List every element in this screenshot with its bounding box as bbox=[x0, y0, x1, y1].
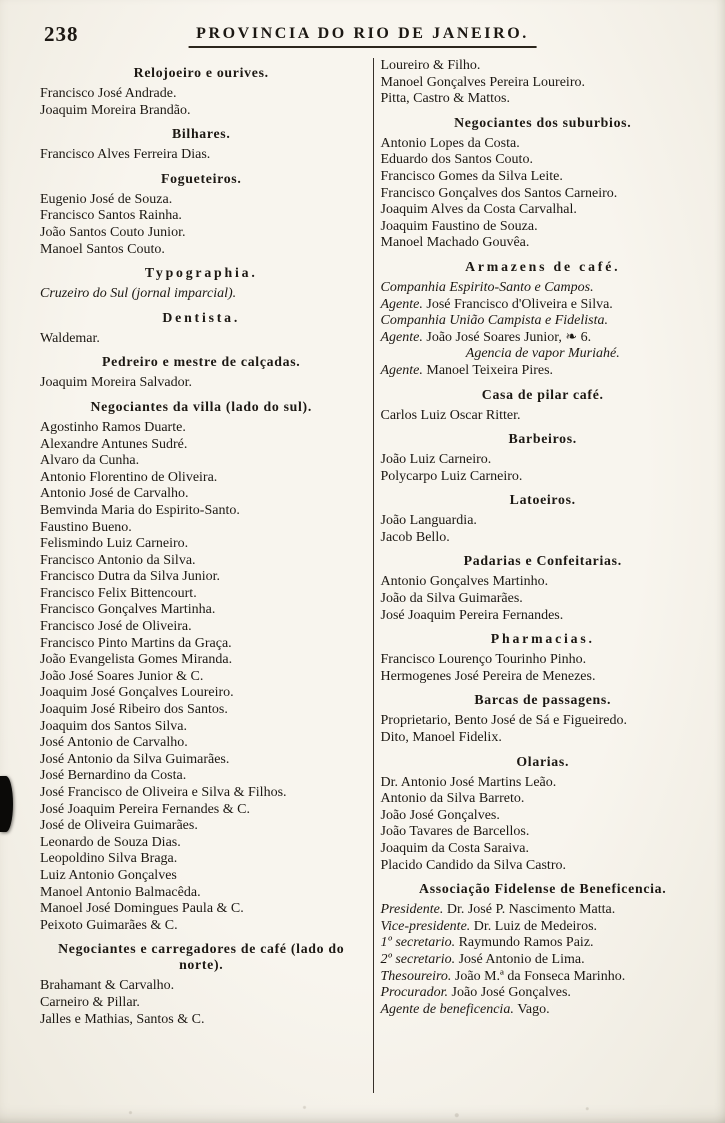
directory-entry: Felismindo Luiz Carneiro. bbox=[40, 536, 189, 552]
directory-entry: João da Silva Guimarães. bbox=[380, 591, 523, 607]
ink-smudge-artifact bbox=[0, 776, 13, 832]
directory-entry: Vice-presidente. Dr. Luiz de Medeiros. bbox=[380, 918, 598, 934]
directory-entry: José Francisco de Oliveira e Silva & Filhos. bbox=[40, 785, 287, 800]
directory-entry: Agente. João José Soares Junior, ❧ 6. bbox=[380, 329, 592, 345]
directory-entry: Francisco Gonçalves Martinha. bbox=[40, 602, 216, 618]
directory-section bbox=[40, 941, 363, 1028]
directory-entry: Jalles e Mathias, Santos & C. bbox=[40, 1011, 205, 1027]
directory-entry: Agostinho Ramos Duarte. bbox=[40, 419, 186, 435]
directory-entry: Polycarpo Luiz Carneiro. bbox=[380, 468, 523, 484]
right-column bbox=[373, 58, 706, 1093]
directory-entry: Cruzeiro do Sul (jornal imparcial). bbox=[40, 286, 237, 302]
directory-entry: João Evangelista Gomes Miranda. bbox=[40, 652, 233, 668]
directory-entry: Antonio José de Carvalho. bbox=[40, 486, 189, 502]
entry-role-label: Procurador. bbox=[380, 985, 452, 1001]
directory-entry: Hermogenes José Pereira de Menezes. bbox=[380, 668, 596, 684]
directory-entry: Manoel Santos Couto. bbox=[40, 241, 165, 257]
section-heading: Relojoeiro e ourives. bbox=[133, 65, 269, 80]
directory-entry: Francisco Felix Bittencourt. bbox=[40, 585, 197, 601]
directory-entry: Companhia União Campista e Fidelista. bbox=[380, 313, 608, 329]
directory-entry: Francisco Pinto Martins da Graça. bbox=[40, 635, 232, 651]
directory-entry: Agente. Manoel Teixeira Pires. bbox=[380, 362, 554, 378]
directory-entry: Manoel José Domingues Paula & C. bbox=[40, 901, 244, 917]
directory-section bbox=[381, 58, 706, 108]
section-heading: Typographia. bbox=[144, 265, 258, 281]
directory-entry: José Antonio de Carvalho. bbox=[40, 735, 188, 751]
entry-role-label: Agente. bbox=[380, 329, 427, 345]
directory-entry: Proprietario, Bento José de Sá e Figueiredo. bbox=[380, 713, 628, 729]
directory-entry: José Bernardino da Costa. bbox=[40, 768, 187, 784]
directory-section bbox=[40, 399, 363, 934]
directory-entry: Joaquim dos Santos Silva. bbox=[40, 718, 188, 734]
directory-entry: Dr. Antonio José Martins Leão. bbox=[380, 774, 557, 790]
directory-entry: José de Oliveira Guimarães. bbox=[40, 818, 198, 834]
directory-entry: 2º secretario. José Antonio de Lima. bbox=[380, 951, 585, 967]
directory-entry: Jacob Bello. bbox=[380, 529, 450, 545]
directory-entry: João Languardia. bbox=[380, 513, 477, 529]
directory-entry: Brahamant & Carvalho. bbox=[40, 978, 175, 994]
section-heading: Fogueteiros. bbox=[160, 170, 242, 186]
directory-entry: Joaquim Moreira Brandão. bbox=[40, 102, 191, 118]
directory-entry: Leopoldino Silva Braga. bbox=[40, 851, 178, 867]
directory-entry: Joaquim Moreira Salvador. bbox=[40, 375, 193, 391]
directory-entry: João José Gonçalves. bbox=[380, 807, 500, 823]
directory-entry: José Joaquim Pereira Fernandes & C. bbox=[40, 801, 250, 817]
directory-entry: Luiz Antonio Gonçalves bbox=[40, 867, 177, 883]
section-heading: Olarias. bbox=[516, 753, 570, 769]
directory-entry: Manoel Gonçalves Pereira Loureiro. bbox=[380, 74, 585, 90]
entry-role-label: Agente. bbox=[380, 296, 427, 312]
directory-entry: João Santos Couto Junior. bbox=[40, 224, 186, 240]
directory-entry: Antonio da Silva Barreto. bbox=[380, 791, 525, 807]
directory-entry: Eugenio José de Souza. bbox=[40, 191, 173, 207]
directory-entry: Agente. José Francisco d'Oliveira e Silva. bbox=[380, 296, 613, 312]
directory-section bbox=[40, 354, 363, 392]
directory-entry: Antonio Lopes da Costa. bbox=[380, 135, 520, 151]
page-header bbox=[0, 20, 725, 56]
directory-entry: Antonio Florentino de Oliveira. bbox=[40, 469, 218, 485]
directory-entry: Francisco José Andrade. bbox=[40, 86, 177, 101]
directory-entry: Joaquim José Gonçalves Loureiro. bbox=[40, 685, 234, 701]
section-heading: Dentista. bbox=[162, 309, 241, 325]
directory-entry: José Antonio da Silva Guimarães. bbox=[40, 751, 230, 767]
section-heading: Barbeiros. bbox=[508, 431, 577, 447]
directory-section bbox=[40, 265, 363, 303]
entry-role-label: Agente. bbox=[380, 362, 427, 378]
directory-entry: Francisco Gonçalves dos Santos Carneiro. bbox=[380, 185, 618, 201]
directory-entry: Eduardo dos Santos Couto. bbox=[380, 152, 533, 168]
directory-entry: José Joaquim Pereira Fernandes. bbox=[380, 607, 564, 623]
directory-entry: Peixoto Guimarães & C. bbox=[40, 917, 178, 933]
scan-noise-artifact bbox=[0, 1097, 725, 1123]
entry-role-label: Vice-presidente. bbox=[380, 918, 474, 934]
directory-entry: Bemvinda Maria do Espirito-Santo. bbox=[40, 502, 240, 518]
directory-entry: Thesoureiro. João M.ª da Fonseca Marinho. bbox=[380, 968, 626, 984]
two-column-body bbox=[40, 58, 705, 1093]
directory-entry: Waldemar. bbox=[40, 330, 100, 346]
directory-entry: Joaquim da Costa Saraiva. bbox=[380, 841, 530, 856]
directory-entry: Francisco Santos Rainha. bbox=[40, 208, 182, 224]
directory-entry: Joaquim Faustino de Souza. bbox=[380, 218, 538, 234]
directory-entry: Manoel Machado Gouvêa. bbox=[380, 235, 530, 251]
directory-entry: Pitta, Castro & Mattos. bbox=[380, 91, 510, 107]
directory-entry: Francisco José de Oliveira. bbox=[40, 619, 192, 635]
directory-entry: Companhia Espirito-Santo e Campos. bbox=[380, 279, 594, 295]
directory-section bbox=[381, 492, 706, 546]
directory-section bbox=[381, 259, 706, 380]
entry-role-label: Thesoureiro. bbox=[380, 968, 455, 984]
section-heading: Barcas de passagens. bbox=[474, 692, 612, 708]
directory-entry: Loureiro & Filho. bbox=[380, 58, 481, 73]
directory-section bbox=[381, 431, 706, 485]
directory-entry: Procurador. João José Gonçalves. bbox=[380, 985, 571, 1001]
section-heading: Associação Fidelense de Beneficencia. bbox=[419, 881, 667, 897]
section-heading: Casa de pilar café. bbox=[481, 386, 604, 402]
directory-entry: Francisco Alves Ferreira Dias. bbox=[40, 147, 211, 163]
directory-section bbox=[381, 881, 706, 1018]
directory-entry: Dito, Manoel Fidelix. bbox=[380, 730, 502, 746]
directory-entry: Agencia de vapor Muriahé. bbox=[465, 346, 620, 362]
directory-section bbox=[40, 126, 363, 164]
directory-entry: 1º secretario. Raymundo Ramos Paiz. bbox=[380, 935, 594, 951]
page-number: 238 bbox=[44, 22, 79, 46]
section-heading: Pharmacias. bbox=[490, 631, 595, 647]
section-heading: Pedreiro e mestre de calçadas. bbox=[102, 354, 301, 370]
directory-section bbox=[381, 387, 706, 425]
directory-entry: Francisco Gomes da Silva Leite. bbox=[380, 168, 563, 184]
section-heading: Negociantes da villa (lado do sul). bbox=[90, 398, 312, 414]
directory-entry: João Luiz Carneiro. bbox=[380, 452, 492, 468]
directory-section bbox=[40, 65, 363, 119]
directory-section bbox=[40, 171, 363, 258]
directory-entry: Manoel Antonio Balmacêda. bbox=[40, 884, 201, 900]
directory-section bbox=[381, 692, 706, 746]
directory-entry: Joaquim José Ribeiro dos Santos. bbox=[40, 702, 228, 718]
directory-entry: Leonardo de Souza Dias. bbox=[40, 834, 181, 850]
directory-entry: Alvaro da Cunha. bbox=[40, 453, 140, 469]
directory-entry: Alexandre Antunes Sudré. bbox=[40, 436, 188, 452]
directory-entry: Francisco Lourenço Tourinho Pinho. bbox=[380, 652, 587, 668]
directory-entry: Presidente. Dr. José P. Nascimento Matta. bbox=[380, 902, 616, 918]
directory-entry: Francisco Dutra da Silva Junior. bbox=[40, 569, 221, 585]
entry-role-label: 1º secretario. bbox=[380, 935, 459, 951]
page-title: PROVINCIA DO RIO DE JANEIRO. bbox=[188, 25, 537, 48]
directory-entry: Placido Candido da Silva Castro. bbox=[380, 857, 566, 873]
directory-section bbox=[381, 553, 706, 624]
section-heading: Negociantes e carregadores de café (lado do norte). bbox=[58, 941, 345, 973]
section-heading: Armazens de café. bbox=[465, 258, 621, 274]
section-heading: Latoeiros. bbox=[509, 492, 576, 508]
directory-entry: Antonio Gonçalves Martinho. bbox=[380, 574, 549, 590]
section-heading: Padarias e Confeitarias. bbox=[463, 553, 622, 569]
directory-entry: João José Soares Junior & C. bbox=[40, 668, 204, 684]
directory-section bbox=[381, 115, 706, 252]
directory-section bbox=[381, 754, 706, 875]
directory-entry: Carneiro & Pillar. bbox=[40, 994, 140, 1010]
left-column bbox=[40, 58, 373, 1093]
directory-entry: Francisco Antonio da Silva. bbox=[40, 552, 196, 568]
entry-role-label: Presidente. bbox=[380, 902, 447, 918]
section-heading: Bilhares. bbox=[171, 126, 231, 142]
section-heading: Negociantes dos suburbios. bbox=[454, 114, 632, 130]
directory-entry: Joaquim Alves da Costa Carvalhal. bbox=[380, 202, 577, 218]
directory-section bbox=[381, 631, 706, 685]
entry-role-label: 2º secretario. bbox=[380, 951, 459, 967]
entry-role-label: Agente de beneficencia. bbox=[380, 1001, 518, 1017]
directory-entry: Carlos Luiz Oscar Ritter. bbox=[380, 407, 521, 423]
directory-entry: Faustino Bueno. bbox=[40, 519, 132, 535]
directory-section bbox=[40, 310, 363, 348]
directory-entry: Agente de beneficencia. Vago. bbox=[380, 1001, 550, 1017]
directory-entry: João Tavares de Barcellos. bbox=[380, 824, 530, 840]
